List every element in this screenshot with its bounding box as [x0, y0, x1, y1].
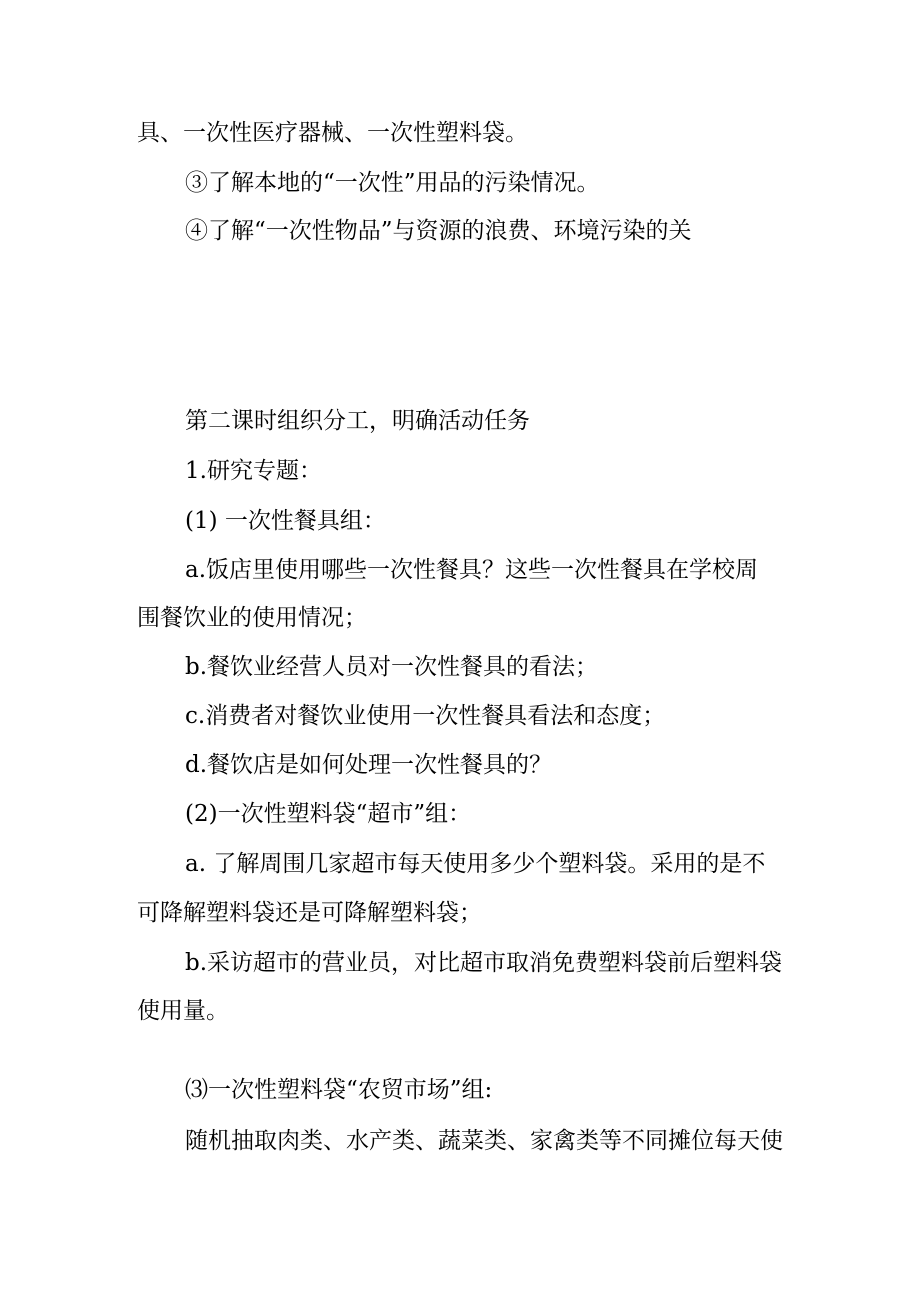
paragraph-line: a. 了解周围几家超市每天使用多少个塑料袋。采用的是不 [185, 851, 766, 877]
paragraph-line: ③了解本地的“一次性”用品的污染情况。 [185, 170, 600, 196]
paragraph-line: 随机抽取肉类、水产类、蔬菜类、家禽类等不同摊位每天使 [185, 1128, 783, 1154]
paragraph-line: (2)一次性塑料袋“超市”组： [185, 801, 472, 827]
paragraph-line: (1) 一次性餐具组： [185, 508, 386, 534]
paragraph-line: 可降解塑料袋还是可降解塑料袋； [137, 900, 482, 926]
paragraph-line: 围餐饮业的使用情况； [137, 605, 367, 631]
paragraph-line: b.采访超市的营业员，对比超市取消免费塑料袋前后塑料袋 [185, 950, 783, 976]
section-heading: 第二课时组织分工，明确活动任务 [185, 408, 530, 434]
paragraph-line: b.餐饮业经营人员对一次性餐具的看法； [185, 654, 599, 680]
paragraph-line: 具、一次性医疗器械、一次性塑料袋。 [137, 120, 528, 146]
paragraph-line: c.消费者对餐饮业使用一次性餐具看法和态度； [185, 703, 666, 729]
paragraph-line: d.餐饮店是如何处理一次性餐具的？ [185, 752, 553, 778]
paragraph-line: a.饭店里使用哪些一次性餐具？这些一次性餐具在学校周 [185, 557, 759, 583]
paragraph-line: ⑶一次性塑料袋“农贸市场”组: [185, 1077, 493, 1103]
paragraph-line: 1.研究专题： [185, 458, 322, 484]
paragraph-line: 使用量。 [137, 998, 229, 1024]
paragraph-line: ④了解“一次性物品”与资源的浪费、环境污染的关 [185, 218, 692, 244]
